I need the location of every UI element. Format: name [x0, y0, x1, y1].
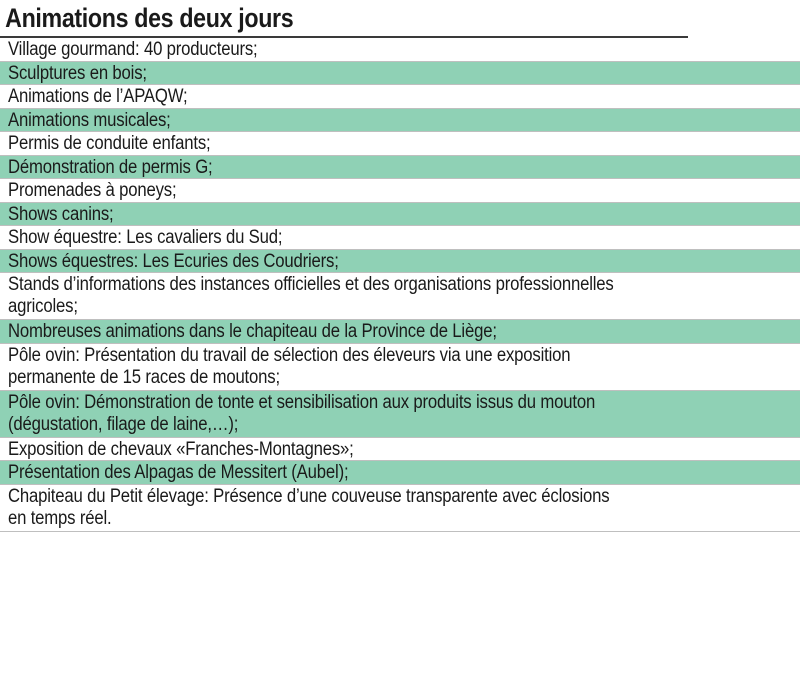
list-item — [0, 344, 800, 391]
list-item — [0, 250, 800, 274]
list-item-text: Exposition de chevaux «Franches-Montagnes»; — [8, 438, 354, 460]
panel-title: Animations des deux jours — [0, 0, 688, 38]
list-item — [0, 203, 800, 227]
list-item-text: Animations musicales; — [8, 109, 171, 131]
list-item-text: Shows équestres: Les Ecuries des Coudriers; — [8, 250, 339, 272]
list-item-text: Animations de l’APAQW; — [8, 86, 188, 107]
list-item-text: Village gourmand: 40 producteurs; — [8, 39, 258, 60]
list-item-text: Permis de conduite enfants; — [8, 133, 211, 154]
list-item-text: Présentation des Alpagas de Messitert (Aubel); — [8, 462, 349, 483]
list-item — [0, 273, 800, 320]
list-item — [0, 179, 800, 203]
list-item-text: Sculptures en bois; — [8, 62, 147, 84]
list-item-text: Pôle ovin: Démonstration de tonte et sensibilisation aux produits issus du mouton (dégustation, filage de laine,…); — [8, 391, 596, 435]
list-item — [0, 226, 800, 250]
list-item — [0, 109, 800, 133]
list-item-text: Show équestre: Les cavaliers du Sud; — [8, 227, 283, 248]
list-item — [0, 438, 800, 462]
list-item-text: Nombreuses animations dans le chapiteau de la Province de Liège; — [8, 321, 497, 342]
list-item-text: Promenades à poneys; — [8, 180, 177, 201]
list-item — [0, 461, 800, 485]
list-item — [0, 391, 800, 438]
list-item-text: Chapiteau du Petit élevage: Présence d’une couveuse transparente avec éclosions en temps réel. — [8, 485, 610, 529]
list-item-text: Démonstration de permis G; — [8, 156, 213, 178]
list-item — [0, 132, 800, 156]
list-item — [0, 320, 800, 344]
list-item — [0, 156, 800, 180]
list-item — [0, 485, 800, 532]
list-item-text: Stands d’informations des instances officielles et des organisations professionnelles agricoles; — [8, 274, 614, 317]
list-item — [0, 85, 800, 109]
list-item — [0, 38, 800, 62]
list-item-text: Pôle ovin: Présentation du travail de sélection des éleveurs via une exposition permanente de 15 races de moutons; — [8, 344, 571, 388]
list-item-text: Shows canins; — [8, 203, 114, 225]
list-item — [0, 62, 800, 86]
animations-list — [0, 38, 800, 532]
